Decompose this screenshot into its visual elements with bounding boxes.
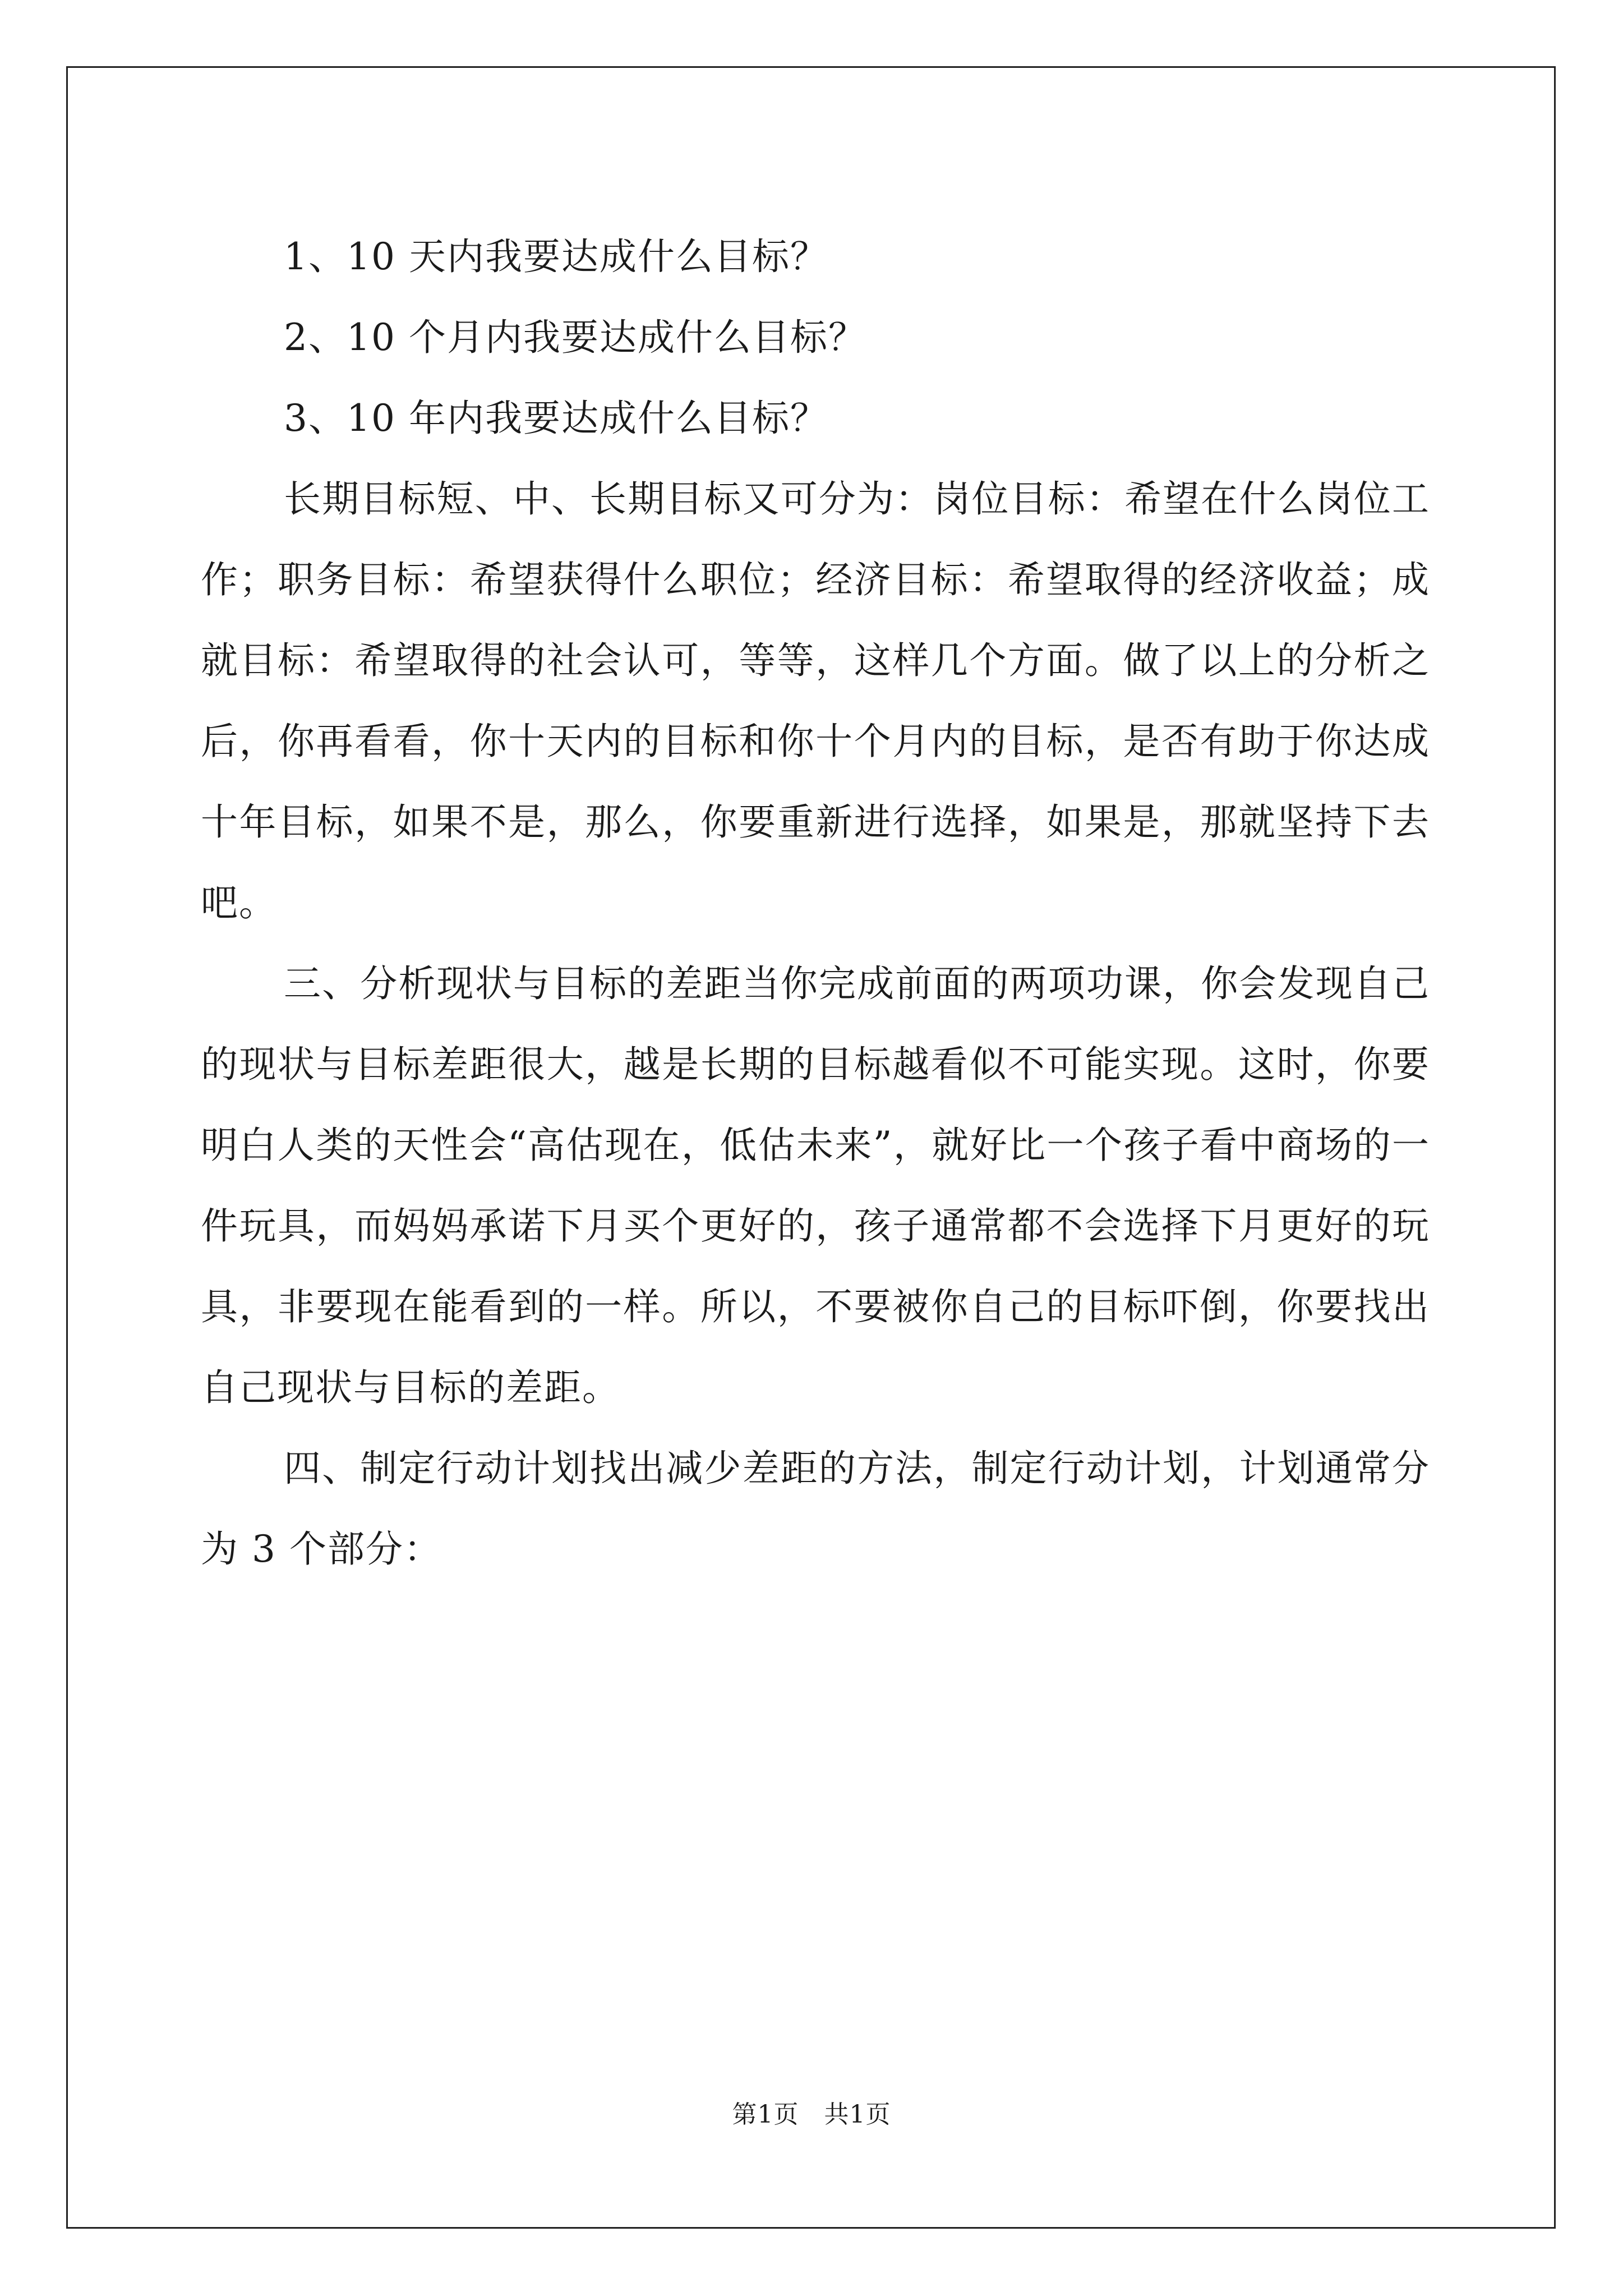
paragraph-5: 三、分析现状与目标的差距当你完成前面的两项功课，你会发现自己的现状与目标差距很大，越是长期的目标越看似不可能实现。这时，你要明白人类的天性会“高估现在，低估未来”，就好比一个孩子看中商场的一件玩具，而妈妈承诺下月买个更好的，孩子通常都不会选择下月更好的玩具，非要现在能看到的一样。所以，不要被你自己的目标吓倒，你要找出自己现状与目标的差距。 <box>201 962 1430 1409</box>
paragraph-3: 3、10 年内我要达成什么目标？ <box>284 397 828 440</box>
paragraph-6: 四、制定行动计划找出减少差距的方法，制定行动计划，计划通常分为 3 个部分： <box>201 1447 1430 1571</box>
paragraph-2: 2、10 个月内我要达成什么目标？ <box>284 316 866 359</box>
document-body <box>201 217 1430 1590</box>
paragraph-1: 1、10 天内我要达成什么目标？ <box>284 235 828 278</box>
page-footer: 第1页 共1页 <box>732 2100 891 2129</box>
paragraph-4: 长期目标短、中、长期目标又可分为：岗位目标：希望在什么岗位工作；职务目标：希望获得什么职位；经济目标：希望取得的经济收益；成就目标：希望取得的社会认可，等等，这样几个方面。做了以上的分析之后，你再看看，你十天内的目标和你十个月内的目标，是否有助于你达成十年目标，如果不是，那么，你要重新进行选择，如果是，那就坚持下去吧。 <box>201 477 1430 924</box>
